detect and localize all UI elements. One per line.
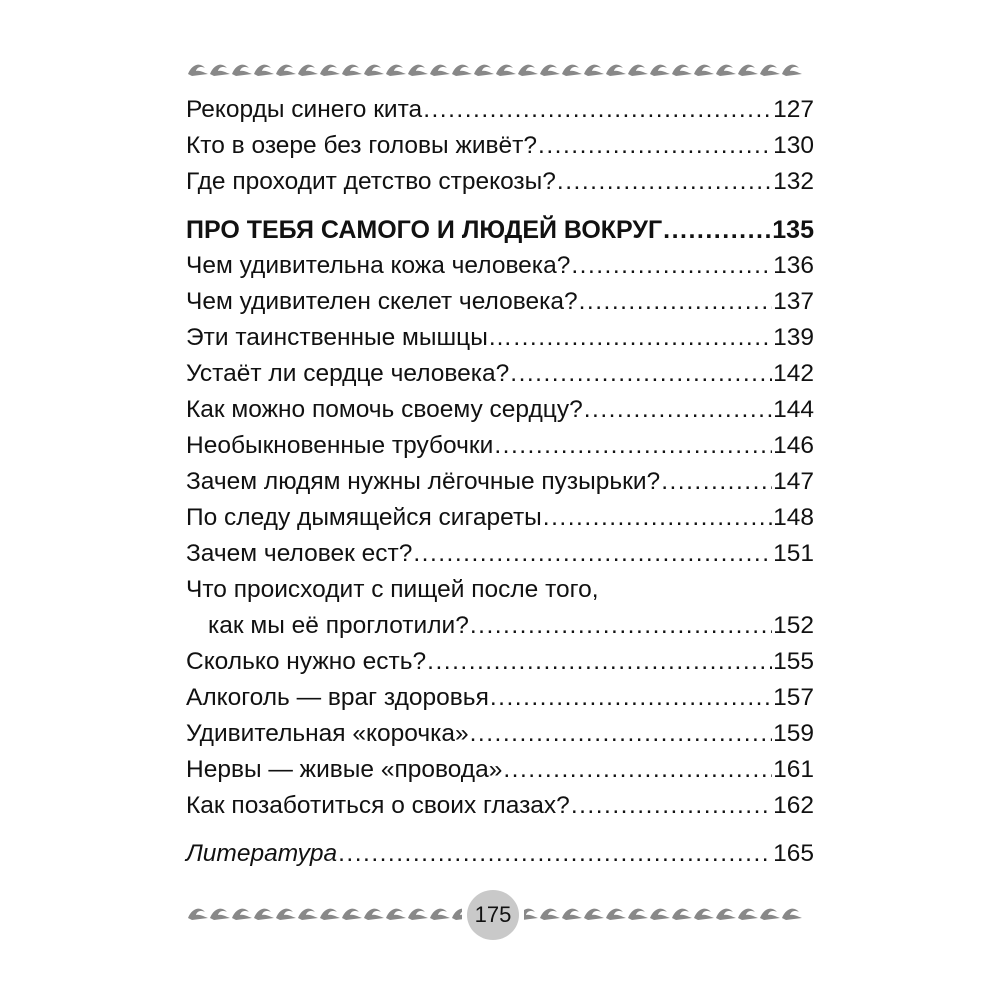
toc-leader-dots [503, 752, 772, 788]
toc-entry[interactable] [186, 608, 814, 644]
toc-entry[interactable] [186, 356, 814, 392]
ornament-wave-icon [606, 65, 626, 76]
toc-entry-title: Кто в озере без головы живёт? [186, 132, 538, 159]
page-number: 175 [474, 902, 512, 927]
ornament-wave-icon [474, 65, 494, 76]
toc-entry-title: Где проходит детство стрекозы? [186, 168, 556, 195]
toc-leader-dots [470, 608, 772, 644]
toc-leader-dots [543, 500, 772, 536]
toc-entry-page: 148 [773, 504, 814, 531]
ornament-wave-icon [342, 65, 362, 76]
toc-entry-page: 142 [773, 360, 814, 387]
toc-entry-title: По следу дымящейся сигареты [186, 504, 542, 531]
ornament-wave-icon [606, 909, 626, 920]
toc-entry-literature[interactable] [186, 836, 814, 872]
ornament-wave-icon [562, 909, 582, 920]
toc-entry-page: 155 [773, 648, 814, 675]
toc-entry-page: 137 [773, 288, 814, 315]
toc-leader-dots [661, 464, 772, 500]
toc-entry-title: Устаёт ли сердце человека? [186, 360, 510, 387]
toc-entry-title: Зачем людям нужны лёгочные пузырьки? [186, 468, 661, 495]
toc-entry[interactable] [186, 320, 814, 356]
ornament-wave-icon [364, 65, 384, 76]
toc-entry-title: Алкоголь — враг здоровья [186, 684, 489, 711]
ornament-wave-icon [232, 909, 252, 920]
toc-entry-title: Нервы — живые «провода» [186, 756, 503, 783]
ornament-wave-icon [320, 909, 340, 920]
toc-entry-page: 147 [773, 468, 814, 495]
toc-entry[interactable] [186, 788, 814, 824]
toc-entry-title: Чем удивительна кожа человека? [186, 252, 571, 279]
ornament-wave-icon [738, 909, 758, 920]
toc-entry-page: 146 [773, 432, 814, 459]
toc-entry-page: 144 [773, 396, 814, 423]
toc-entry-page: 152 [773, 612, 814, 639]
toc-entry-title: как мы её проглотили? [208, 612, 469, 639]
toc-leader-dots [557, 164, 772, 200]
toc-entry-page: 159 [773, 720, 814, 747]
ornament-wave-icon [386, 909, 406, 920]
toc-leader-dots [470, 716, 772, 752]
ornament-wave-icon [760, 65, 780, 76]
ornament-wave-icon [496, 65, 516, 76]
toc-entry-title: Литература [186, 840, 338, 867]
toc-entry-page: 139 [773, 324, 814, 351]
toc-entry[interactable] [186, 284, 814, 320]
toc-entry[interactable] [186, 428, 814, 464]
ornament-wave-icon [738, 65, 758, 76]
toc-entry-title: Рекорды синего кита [186, 96, 423, 123]
ornament-wave-icon [320, 65, 340, 76]
ornament-wave-icon [628, 909, 648, 920]
toc-entry-page: 130 [773, 132, 814, 159]
ornament-wave-icon [430, 65, 450, 76]
toc-entry[interactable] [186, 680, 814, 716]
toc-entry[interactable] [186, 164, 814, 200]
ornament-wave-icon [232, 65, 252, 76]
ornament-wave-icon [364, 909, 384, 920]
toc-leader-dots [494, 428, 772, 464]
toc-leader-dots [584, 392, 772, 428]
ornament-wave-icon [342, 909, 362, 920]
ornament-wave-icon [782, 909, 802, 920]
toc-entry[interactable] [186, 500, 814, 536]
toc-entry-title: Зачем человек ест? [186, 540, 413, 567]
ornament-wave-icon [210, 909, 230, 920]
ornament-wave-icon [210, 65, 230, 76]
toc-entry[interactable] [186, 536, 814, 572]
ornament-wave-icon [694, 65, 714, 76]
toc-section-title: ПРО ТЕБЯ САМОГО И ЛЮДЕЙ ВОКРУГ [186, 216, 663, 244]
ornament-wave-icon [672, 909, 692, 920]
toc-entry-page: 151 [773, 540, 814, 567]
toc-entry[interactable] [186, 464, 814, 500]
ornament-wave-icon [298, 65, 318, 76]
toc-leader-dots [510, 356, 772, 392]
page-number-badge [467, 890, 519, 940]
ornament-wave-icon [672, 65, 692, 76]
toc-entry-page: 127 [773, 96, 814, 123]
ornament-wave-icon [782, 65, 802, 76]
ornament-wave-icon [408, 909, 428, 920]
toc-entry-page: 165 [773, 840, 814, 867]
ornament-wave-icon [518, 65, 538, 76]
ornament-wave-icon [254, 909, 274, 920]
ornament-wave-icon [188, 909, 208, 920]
toc-entry-page: 161 [773, 756, 814, 783]
toc-entry-page: 162 [773, 792, 814, 819]
toc-leader-dots [571, 248, 772, 284]
toc-entry[interactable] [186, 752, 814, 788]
toc-leader-dots [338, 836, 772, 872]
toc-section-page: 135 [772, 216, 814, 244]
toc-leader-dots [513, 320, 772, 356]
toc-leader-dots [423, 92, 772, 128]
ornament-wave-icon [716, 65, 736, 76]
ornament-wave-icon [188, 65, 208, 76]
ornament-wave-icon [254, 65, 274, 76]
ornament-wave-icon [716, 909, 736, 920]
ornament-wave-icon [650, 65, 670, 76]
toc-entry-page: 132 [773, 168, 814, 195]
toc-leader-dots [579, 284, 773, 320]
ornament-wave-icon [650, 909, 670, 920]
ornament-wave-icon [408, 65, 428, 76]
ornament-wave-icon [540, 65, 560, 76]
toc-entry[interactable] [186, 92, 814, 128]
toc-leader-dots [538, 128, 772, 164]
ornament-wave-icon [276, 65, 296, 76]
toc-section-heading[interactable] [186, 212, 814, 248]
toc-leader-dots [490, 680, 772, 716]
ornament-wave-icon [298, 909, 318, 920]
ornament-wave-icon [694, 909, 714, 920]
ornament-wave-icon [628, 65, 648, 76]
ornament-wave-icon [760, 909, 780, 920]
ornament-wave-icon [452, 65, 472, 76]
toc-entry-page: 136 [773, 252, 814, 279]
toc-entry[interactable] [186, 128, 814, 164]
toc-entry-title: Эти таинственные мышцы… [186, 324, 513, 351]
toc-entry-title: Необыкновенные трубочки [186, 432, 494, 459]
toc-leader-dots [571, 788, 772, 824]
toc-leader-dots [427, 644, 772, 680]
ornament-wave-icon [430, 909, 450, 920]
toc-entry-title: Сколько нужно есть? [186, 648, 427, 675]
ornament-wave-icon [562, 65, 582, 76]
table-of-contents [186, 92, 814, 872]
toc-entry-title: Как позаботиться о своих глазах? [186, 792, 570, 819]
ornament-wave-icon [276, 909, 296, 920]
toc-leader-dots [663, 212, 771, 248]
ornament-wave-icon [584, 65, 604, 76]
toc-entry[interactable] [186, 248, 814, 284]
toc-leader-dots [413, 536, 772, 572]
ornament-wave-icon [386, 65, 406, 76]
toc-entry[interactable] [186, 716, 814, 752]
toc-entry-title: Удивительная «корочка» [186, 720, 469, 747]
toc-entry[interactable] [186, 392, 814, 428]
toc-entry-multiline-first[interactable]: Что происходит с пищей после того, [186, 576, 599, 603]
top-ornament-border [186, 59, 814, 81]
toc-entry[interactable] [186, 644, 814, 680]
ornament-wave-icon [584, 909, 604, 920]
toc-entry-title: Чем удивителен скелет человека? [186, 288, 578, 315]
ornament-wave-icon [540, 909, 560, 920]
toc-entry-page: 157 [773, 684, 814, 711]
toc-entry-title: Как можно помочь своему сердцу? [186, 396, 583, 423]
